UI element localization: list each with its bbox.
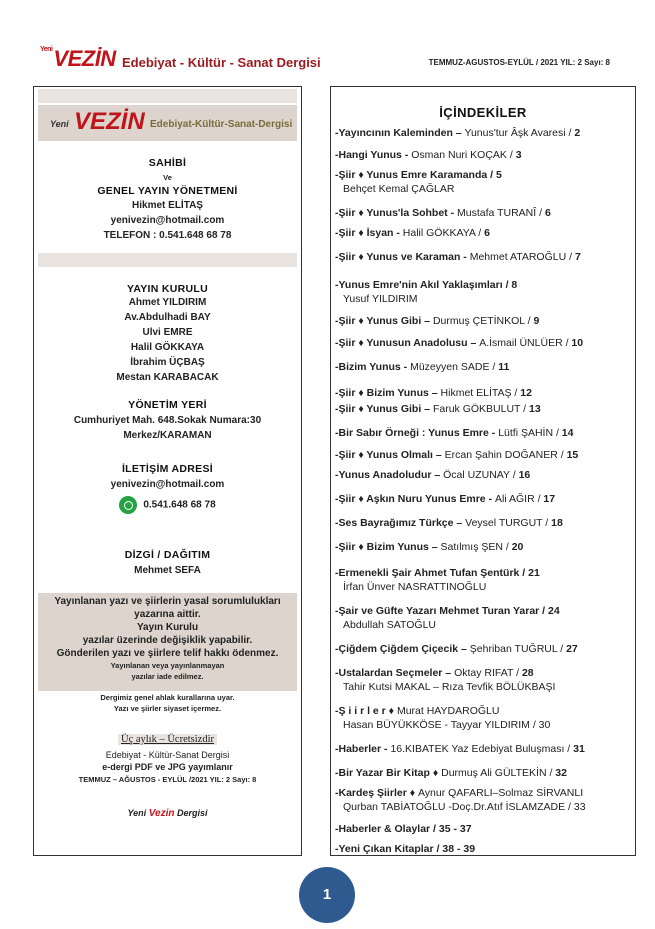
dizgi-heading: DİZGİ / DAĞITIM — [124, 549, 211, 561]
toc-entry-subline: Hasan BÜYÜKKÖSE - Tayyar YILDIRIM / 30 — [343, 719, 551, 731]
toc-entry-author: Osman Nuri KOÇAK / — [411, 149, 516, 161]
toc-entry — [335, 643, 633, 656]
kurul-member: Halil GÖKKAYA — [130, 342, 205, 353]
toc-entry — [335, 517, 633, 530]
logo — [40, 46, 116, 72]
footer-dergisi: Dergisi — [176, 808, 208, 818]
address-line: Cumhuriyet Mah. 648.Sokak Numara:30 — [73, 415, 262, 426]
toc-entry-page: 17 — [543, 493, 556, 505]
kurul-member: Av.Abdulhadi BAY — [124, 312, 211, 323]
toc-entry — [335, 403, 633, 416]
toc-entry-title: -Ses Bayrağımız Türkçe – — [335, 517, 466, 529]
toc-entry-author: Mustafa TURANÎ / — [457, 207, 545, 219]
toc-entry — [335, 449, 633, 462]
kurul-member: Mestan KARABACAK — [116, 372, 219, 383]
toc-entry — [335, 605, 633, 618]
logo-text: VEZİN — [53, 46, 116, 71]
editorial-board — [38, 283, 297, 385]
toc-entry — [335, 207, 633, 220]
band-strip — [38, 89, 297, 103]
publication-info — [38, 729, 297, 785]
toc-entry — [335, 127, 633, 140]
toc-entry-subline: Tahir Kutsi MAKAL – Rıza Tevfik BÖLÜKBAŞI — [343, 681, 556, 693]
toc-entry-title: -Haberler & Olaylar / — [335, 823, 439, 835]
info-line: e-dergi PDF ve JPG yayımlanır — [102, 762, 233, 772]
toc-entry-page: 20 — [511, 541, 524, 553]
toc-entry — [335, 169, 633, 182]
toc-entry — [335, 743, 633, 756]
toc-entry-page: 8 — [511, 279, 518, 291]
imprint-panel — [33, 86, 302, 856]
toc-entry-title: -Çiğdem Çiğdem Çiçecik – — [335, 643, 470, 655]
toc-entry-title: -Kardeş Şiirler ♦ — [335, 787, 418, 799]
toc-title: İÇİNDEKİLER — [439, 105, 527, 120]
toc-entry-title: -Şiir ♦ Yunusun Anadolusu – — [335, 337, 480, 349]
info-line: TEMMUZ – AĞUSTOS - EYLÜL /2021 YIL: 2 Sayı: 8 — [78, 775, 257, 784]
kurul-member: Ahmet YILDIRIM — [128, 297, 207, 308]
toc-entry — [335, 493, 633, 506]
kurul-member: İbrahim ÜÇBAŞ — [130, 357, 205, 368]
toc-entry-author: Şehriban TUĞRUL / — [469, 643, 567, 655]
notice-line: yazarına aittir. — [134, 609, 201, 620]
toc-entry-page: 38 - 39 — [442, 843, 476, 855]
header-issue: TEMMUZ-AGUSTOS-EYLÜL / 2021 YIL: 2 Sayı: 8 — [428, 58, 610, 67]
kurul-heading: YAYIN KURULU — [126, 283, 208, 295]
toc-entry — [335, 843, 633, 856]
toc-entry — [335, 469, 633, 482]
masthead-yeni: Yeni — [50, 119, 69, 129]
toc-entry-page: 6 — [484, 227, 490, 239]
toc-entry-author: Müzeyyen SADE / — [410, 361, 499, 373]
policy-block — [38, 692, 297, 714]
toc-entry-title: -Ş i i r l e r ♦ — [335, 705, 397, 717]
legal-notice — [38, 593, 297, 691]
masthead-subtitle: Edebiyat-Kültür-Sanat-Dergisi — [150, 119, 293, 130]
toc-entry-title: -Şiir ♦ Yunus Olmalı – — [335, 449, 445, 461]
toc-entry-author: Hikmet ELİTAŞ / — [440, 387, 521, 399]
masthead — [38, 105, 297, 141]
sahibi-heading: SAHİBİ — [148, 157, 187, 169]
toc-entry-author: Satılmış ŞEN / — [440, 541, 512, 553]
contact-email: yenivezin@hotmail.com — [110, 479, 225, 490]
logo-small: Yeni — [40, 46, 53, 53]
toc-entry-subline: Qurban TABİATOĞLU -Doç.Dr.Atıf İSLAMZADE / 33 — [343, 801, 586, 813]
toc-entry-page: 2 — [574, 127, 581, 139]
ucaylik-label: Üç aylık – Ücretsizdir — [118, 734, 217, 745]
toc-entry-subline: Abdullah SATOĞLU — [343, 619, 436, 631]
toc-entry-page: 3 — [515, 149, 522, 161]
toc-entry-title: -Ermenekli Şair Ahmet Tufan Şentürk / — [335, 567, 529, 579]
notice-line: yazılar iade edilmez. — [131, 672, 204, 681]
toc-entry-title: -Ustalardan Seçmeler – — [335, 667, 455, 679]
whatsapp-icon — [119, 496, 137, 514]
toc-entry — [335, 279, 633, 292]
toc-entry — [335, 337, 633, 350]
toc-entry-title: -Şiir ♦ Yunus Gibi – — [335, 403, 433, 415]
toc-entry — [335, 823, 633, 836]
toc-entry-page: 9 — [533, 315, 540, 327]
genel-heading: GENEL YAYIN YÖNETMENİ — [97, 185, 238, 197]
toc-entry-page: 35 - 37 — [438, 823, 472, 835]
toc-entry-page: 31 — [573, 743, 585, 755]
toc-entry-title: -Yeni Çıkan Kitaplar / — [335, 843, 443, 855]
toc-entry-author: Lütfi ŞAHİN / — [498, 427, 562, 439]
toc-entry-page: 32 — [555, 767, 567, 779]
toc-entry-page: 5 — [495, 169, 502, 181]
notice-line: Yayınlanan veya yayınlanmayan — [110, 661, 225, 670]
toc-entry-subline: İrfan Ünver NASRATTINOĞLU — [343, 581, 487, 593]
toc-entry-author: Durmuş Ali GÜLTEKİN / — [441, 767, 556, 779]
toc-entry-page: 18 — [551, 517, 563, 529]
toc-entry-page: 13 — [529, 403, 541, 415]
toc-entry-page: 12 — [520, 387, 532, 399]
toc-entry-title: -Şiir ♦ Aşkın Nuru Yunus Emre - — [335, 493, 495, 505]
toc-entry-page: 7 — [574, 251, 581, 263]
toc-entry-page: 14 — [561, 427, 574, 439]
toc-entry-page: 10 — [571, 337, 584, 349]
table-of-contents — [330, 86, 636, 856]
toc-entry — [335, 361, 633, 374]
header-title: Edebiyat - Kültür - Sanat Dergisi — [122, 55, 321, 70]
toc-entry-title: -Şair ve Güfte Yazarı Mehmet Turan Yarar / — [335, 605, 549, 617]
toc-entry-page: 24 — [548, 605, 560, 617]
info-line: Edebiyat - Kültür-Sanat Dergisi — [105, 750, 230, 760]
toc-entry-author: Murat HAYDAROĞLU — [396, 705, 500, 717]
toc-entry-page: 16 — [518, 469, 531, 481]
policy-line: Yazı ve şiirler siyaset içermez. — [113, 704, 222, 713]
toc-entry-page: 6 — [544, 207, 551, 219]
toc-entry-author: Ali AĞIR / — [494, 493, 544, 505]
toc-entry — [335, 767, 633, 780]
toc-entry-title: -Şiir ♦ Bizim Yunus – — [335, 541, 441, 553]
page-number: 1 — [299, 867, 355, 923]
toc-entry-author: Halil GÖKKAYA / — [402, 227, 485, 239]
toc-entry — [335, 387, 633, 400]
toc-entry-author: Mehmet ATAROĞLU / — [469, 251, 575, 263]
toc-entry — [335, 667, 633, 680]
toc-entry-subline: Behçet Kemal ÇAĞLAR — [343, 183, 455, 195]
dizgi-name: Mehmet SEFA — [134, 565, 201, 576]
owner-name: Hikmet ELİTAŞ — [132, 200, 203, 211]
toc-entry-subline: Yusuf YILDIRIM — [343, 293, 418, 305]
toc-entry-title: -Haberler - — [335, 743, 391, 755]
toc-entry-page: 15 — [566, 449, 579, 461]
toc-entry — [335, 787, 633, 800]
toc-entry-author: Veysel TURGUT / — [465, 517, 552, 529]
address-line: Merkez/KARAMAN — [123, 430, 212, 441]
band-strip — [38, 253, 297, 267]
toc-entry-title: -Bizim Yunus - — [335, 361, 411, 373]
management-block — [38, 399, 297, 443]
contact-block — [38, 463, 297, 514]
toc-entry-author: 16.KIBATEK Yaz Edebiyat Buluşması / — [390, 743, 574, 755]
yonetim-heading: YÖNETİM YERİ — [128, 399, 207, 411]
toc-entry — [335, 315, 633, 328]
toc-entry-title: -Şiir ♦ Yunus Emre Karamanda / — [335, 169, 496, 181]
contact-phone: 0.541.648 68 78 — [143, 499, 216, 511]
toc-entry — [335, 149, 633, 162]
toc-entry-title: -Yunus Anadoludur – — [335, 469, 444, 481]
owner-email: yenivezin@hotmail.com — [110, 215, 225, 226]
toc-entry — [335, 427, 633, 440]
toc-entry-title: -Şiir ♦ Bizim Yunus – — [335, 387, 441, 399]
masthead-vezin: VEZİN — [74, 108, 145, 135]
toc-entry-author: Ercan Şahin DOĞANER / — [444, 449, 567, 461]
notice-line: Gönderilen yazı ve şiirlere telif hakkı ödenmez. — [56, 648, 279, 659]
toc-entry-author: Oktay RIFAT / — [454, 667, 522, 679]
toc-entry-title: -Hangi Yunus - — [335, 149, 412, 161]
toc-entry-author: Yunus'tur Âşk Avaresi / — [464, 127, 575, 139]
toc-entry — [335, 567, 633, 580]
toc-entry-title: -Şiir ♦ Yunus'la Sohbet - — [335, 207, 458, 219]
iletisim-heading: İLETİŞİM ADRESİ — [121, 463, 214, 475]
toc-entry-page: 11 — [498, 361, 510, 373]
ve-text: Ve — [163, 173, 172, 182]
toc-entry-author: Faruk GÖKBULUT / — [432, 403, 530, 415]
footer-brand — [38, 803, 297, 821]
toc-entry-author: Durmuş ÇETİNKOL / — [432, 315, 534, 327]
toc-entry-author: A.İsmail ÜNLÜER / — [479, 337, 572, 349]
toc-entry-page: 28 — [521, 667, 534, 679]
owner-block — [38, 157, 297, 243]
toc-entry-title: -Yunus Emre'nin Akıl Yaklaşımları / — [335, 279, 512, 291]
toc-entry-author: Aynur QAFARLI–Solmaz SİRVANLI — [417, 787, 584, 799]
owner-phone: TELEFON : 0.541.648 68 78 — [103, 230, 232, 241]
notice-line: Yayın Kurulu — [136, 622, 199, 633]
notice-line: yazılar üzerinde değişiklik yapabilir. — [82, 635, 253, 646]
toc-entry-title: -Bir Sabır Örneği : Yunus Emre - — [335, 427, 499, 439]
toc-entry-title: -Şiir ♦ İsyan - — [335, 227, 403, 239]
kurul-member: Ulvi EMRE — [142, 327, 193, 338]
policy-line: Dergimiz genel ahlak kurallarına uyar. — [100, 693, 235, 702]
toc-entry-page: 21 — [528, 567, 540, 579]
toc-entry — [335, 705, 633, 718]
toc-entry-title: -Bir Yazar Bir Kitap ♦ — [335, 767, 442, 779]
toc-entry-author: Öcal UZUNAY / — [443, 469, 519, 481]
distribution-block — [38, 549, 297, 578]
toc-entry — [335, 251, 633, 264]
toc-entry — [335, 227, 633, 240]
toc-entry — [335, 541, 633, 554]
toc-entry-title: -Şiir ♦ Yunus ve Karaman - — [335, 251, 470, 263]
footer-vezin: Vezin — [148, 808, 175, 819]
toc-entry-page: 27 — [566, 643, 578, 655]
toc-entry-title: -Şiir ♦ Yunus Gibi – — [335, 315, 433, 327]
toc-entry-title: -Yayıncının Kaleminden – — [335, 127, 465, 139]
page-header — [40, 46, 620, 72]
notice-line: Yayınlanan yazı ve şiirlerin yasal sorumlulukları — [54, 596, 281, 607]
footer-yeni: Yeni — [127, 808, 147, 818]
